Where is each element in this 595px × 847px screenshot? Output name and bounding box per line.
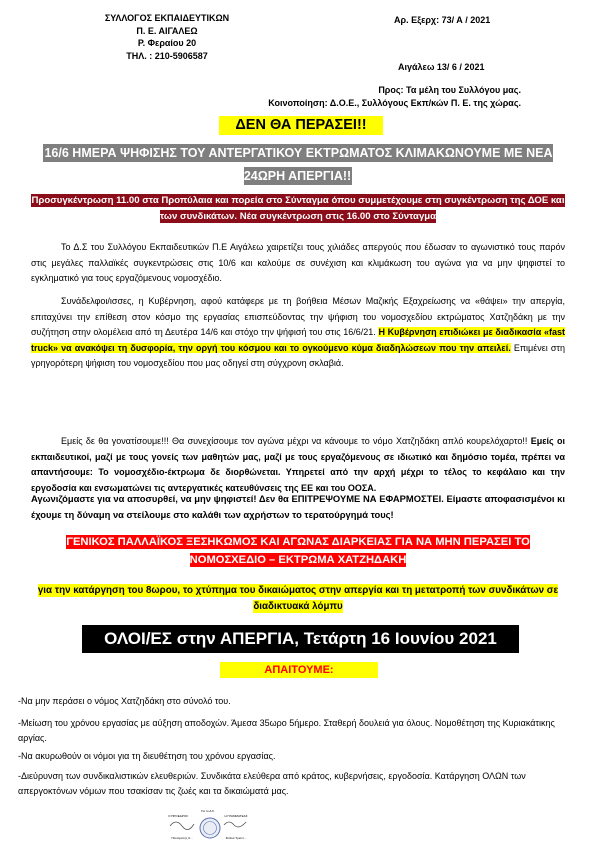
gathering-banner — [31, 193, 565, 224]
secretary-signature — [224, 822, 246, 827]
paragraph-2-text-a: Συνάδελφοι/ισσες, η Κυβέρνηση, αφού κατάφερε με τη βοήθεια Μέσων Μαζικής Εξαχρείωσης να «θάψει» την απεργία, επιταχύνει την επίθεση στον κόσμο της εργασίας επισπεύδοντας την ψήφιση του νομοσχεδίου εκτρώματος Χατζηδάκη με την συζήτηση στην ολομέλεια από τη Δευτέρα 14/6 και στόχο την ψήφισή του στις 16/6/21. — [31, 296, 565, 337]
subheadline: 16/6 ΗΜΕΡΑ ΨΗΦΙΣΗΣ ΤΟΥ ΑΝΤΕΡΓΑΤΙΚΟΥ ΕΚΤΡΩΜΑΤΟΣ ΚΛΙΜΑΚΩΝΟΥΜΕ ΜΕ ΝΕΑ 24ΩΡΗ ΑΠΕΡΓΙΑ!! — [44, 146, 553, 183]
signature-secretary-name: Στέλλα Τριαντ... — [225, 836, 247, 840]
president-signature — [170, 822, 194, 830]
signature-president-name: Παναγιώτης Σ... — [171, 836, 193, 840]
document-date: Αιγάλεω 13/ 6 / 2021 — [398, 62, 485, 72]
demand-item: -Διεύρυνση των συνδικαλιστικών ελευθεριών. Συνδικάτα ελεύθερα από κράτος, κυβερνήσεις, εργοδοσία. Κατάργηση ΟΛΩΝ των απεργοκτόνων νόμων που τσακίσαν τις ζωές και τα δικαιώματά μας. — [18, 771, 526, 796]
headline: ΔΕΝ ΘΑ ΠΕΡΑΣΕΙ!! — [219, 116, 383, 135]
general-strike-text: ΓΕΝΙΚΟΣ ΠΑΛΛΑΪΚΟΣ ΞΕΣΗΚΩΜΟΣ ΚΑΙ ΑΓΩΝΑΣ ΔΙΑΡΚΕΙΑΣ ΓΙΑ ΝΑ ΜΗΝ ΠΕΡΑΣΕΙ ΤΟ ΝΟΜΟΣΧΕΔΙΟ – ΕΚΤΡΩΜΑ ΧΑΤΖΗΔΑΚΗ — [66, 536, 530, 566]
paragraph-2 — [31, 294, 565, 372]
recipients — [0, 84, 521, 110]
general-strike-banner — [31, 533, 565, 569]
paragraph-1-text: Το Δ.Σ του Συλλόγου Εκπαιδευτικών Π.Ε Αιγάλεω χαιρετίζει τους χιλιάδες απεργούς που έδωσαν το αγωνιστικό τους παρόν στις μεγάλες παλλαϊκές συγκεντρώσεις στις 10/6 και καλούμε σε συνέχιση και κλιμάκωση του αγώνα για να μην ψηφιστεί το εγκληματικό για τους εργαζόμενους νομοσχέδιο. — [31, 242, 565, 283]
signature-secretary-title: Η ΓΡΑΜΜΑΤΕΑΣ — [224, 814, 248, 818]
demand-item: -Μείωση του χρόνου εργασίας με αύξηση αποδοχών. Άμεσα 35ωρο 5ήμερο. Σταθερή δουλειά για όλους. Νομοθέτηση της Κυριακάτικης αργίας. — [18, 718, 555, 743]
demand-item: -Να ακυρωθούν οι νόμοι για τη διευθέτηση του χρόνου εργασίας. — [18, 751, 276, 761]
gathering-text: Προσυγκέντρωση 11.00 στα Προπύλαια και πορεία στο Σύνταγμα όπου συμμετέχουμε στη συγκέντρωση της ΔΟΕ και των συνδικάτων. Νέα συγκέντρωση στις 16.00 στο Σύνταγμα — [31, 195, 565, 222]
signature-block — [164, 808, 252, 842]
signature-stamp-graphic — [164, 808, 252, 842]
abolition-banner — [31, 583, 565, 615]
signature-president-title: Ο ΠΡΟΕΔΡΟΣ — [168, 814, 188, 818]
abolition-text: για την κατάργηση του 8ωρου, το χτύπημα του δικαιώματος στην απεργία και τη μετατροπή των συνδικάτων σε διαδικτυακά λόμπυ — [37, 585, 559, 612]
letterhead-level: Π. Ε. ΑΙΓΑΛΕΩ — [136, 25, 198, 36]
letterhead-org: ΣΥΛΛΟΓΟΣ ΕΚΠΑΙΔΕΥΤΙΚΩΝ — [104, 13, 230, 23]
letterhead-phone: ΤΗΛ. : 210-5906587 — [126, 50, 208, 61]
paragraph-3-text-b: Εμείς οι εκπαιδευτικοί, μαζί με τους γονείς των μαθητών μας, μαζί με τους εργαζόμενους σε ιδιωτικό και δημόσιο τομέα, πρέπει να απαντήσουμε: Το νομοσχέδιο-έκτρωμα δε διορθώνεται. Υπηρετεί από την αρχή μέχρι το τέλος το κεφάλαιο και την εργοδοσία και ενσωματώνει τις αντεργατικές κατευθύνσεις της ΕΕ και του ΟΟΣΑ. — [31, 436, 565, 493]
recipients-to: Προς: Τα μέλη του Συλλόγου μας. — [378, 85, 521, 95]
reference-number: Αρ. Εξερχ: 73/ Α / 2021 — [394, 15, 491, 25]
demand-item: -Να μην περάσει ο νόμος Χατζηδάκη στο σύνολό του. — [18, 696, 231, 706]
recipients-cc: Κοινοποίηση: Δ.Ο.Ε., Συλλόγους Εκπ/κών Π. Ε. της χώρας. — [268, 98, 521, 108]
paragraph-4-text: Αγωνιζόμαστε για να αποσυρθεί, να μην ψηφιστεί! Δεν θα ΕΠΙΤΡΕΨΟΥΜΕ ΝΑ ΕΦΑΡΜΟΣΤΕΙ. Είμαστε αποφασισμένοι κι έχουμε τη δύναμη να στείλουμε στο καλάθι των αχρήστων το τερατούργημά τους! — [31, 493, 565, 520]
subheadline-banner — [31, 142, 565, 188]
paragraph-2-highlight: Η Κυβέρνηση επιδιώκει με διαδικασία «fast truck» να ανακόψει τη δυσφορία, την οργή του κόσμου και το ογκούμενο κύμα διαδηλώσεων που την απειλεί. — [31, 327, 565, 353]
letterhead-address: Ρ. Φεραίου 20 — [137, 38, 197, 48]
signature-for-board: Για το Δ.Σ. — [201, 809, 215, 813]
strike-call-banner: ΟΛΟΙ/ΕΣ στην ΑΠΕΡΓΙΑ, Τετάρτη 16 Ιουνίου 2021 — [82, 625, 519, 653]
paragraph-3-text-a: Εμείς δε θα γονατίσουμε!!! Θα συνεχίσουμε τον αγώνα μέχρι να κάνουμε το νόμο Χατζηδάκη απλό κουρελόχαρτο!! — [61, 436, 528, 446]
paragraph-2-text-b: Επιμένει στη γρηγορότερη ψήφιση του νομοσχεδίου που μας οδηγεί στη σύγχρονη σκλαβιά. — [31, 342, 565, 368]
paragraph-1 — [31, 240, 565, 287]
letterhead — [82, 12, 252, 62]
demands-title: ΑΠΑΙΤΟΥΜΕ: — [220, 662, 378, 678]
paragraph-4 — [31, 491, 565, 523]
paragraph-3 — [31, 434, 565, 496]
organization-seal — [200, 818, 220, 838]
